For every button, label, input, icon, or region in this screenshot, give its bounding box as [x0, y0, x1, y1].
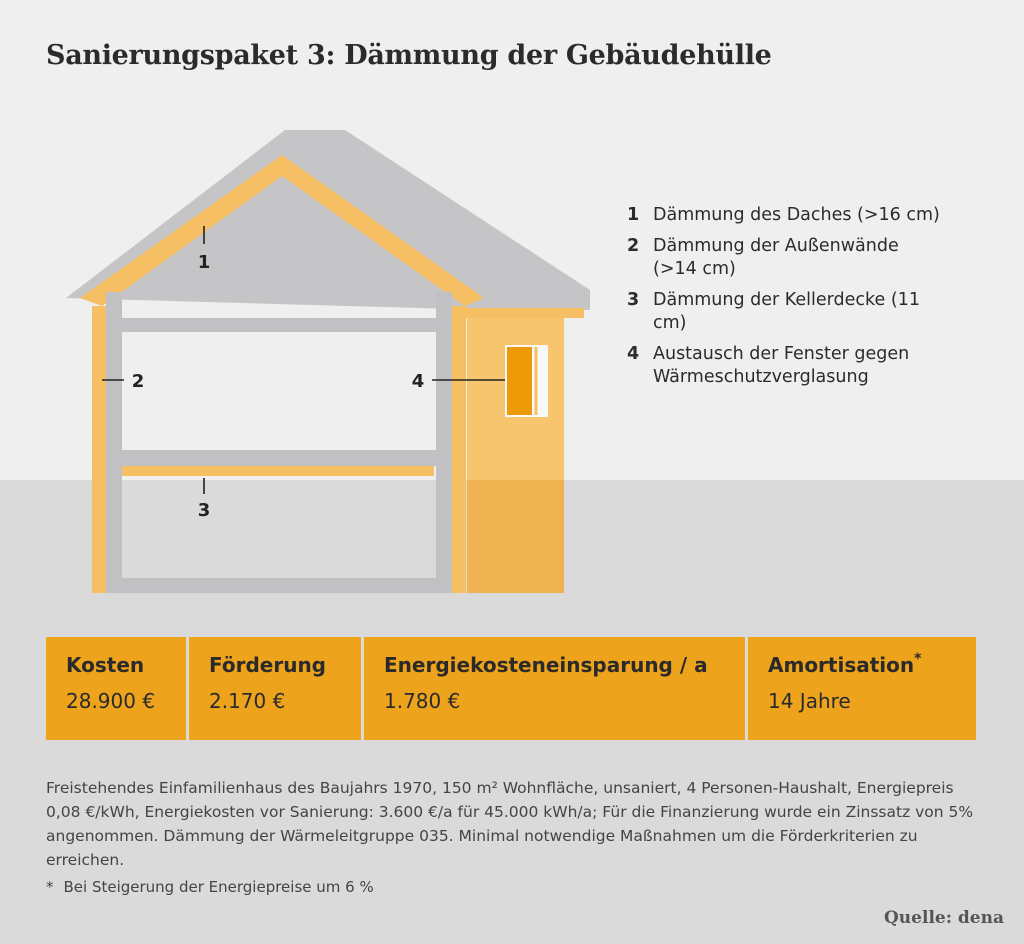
legend-text: Austausch der Fenster gegen Wärmeschutzverglasung: [653, 344, 910, 387]
legend-text: Dämmung des Daches (>16 cm): [653, 205, 940, 225]
side-extension-lower: [467, 480, 564, 593]
wall-left: [106, 292, 122, 593]
marker-2: 2: [131, 371, 145, 392]
marker-3: 3: [197, 500, 211, 521]
roof: [66, 130, 590, 310]
fact-label: Förderung: [209, 653, 326, 677]
legend-number: 3: [627, 290, 640, 310]
marker-1: 1: [197, 252, 211, 273]
extension-ledge: [466, 308, 584, 318]
legend-item: [627, 343, 1017, 389]
fact-label: Kosten: [66, 653, 145, 677]
description-note: Freistehendes Einfamilienhaus des Baujahrs 1970, 150 m² Wohnfläche, unsaniert, 4 Personen-Haushalt, Energiepreis 0,08 €/kWh, Energiekosten vor Sanierung: 3.600 €/a für 45.000 kWh/a; Für die Finanzierung wurde ein Zinssatz von 5% angenommen. Dämmung der Wärmeleitgruppe 035. Minimal notwendige Maßnahmen um die Förderkriterien zu erreichen.: [46, 779, 974, 869]
fact-savings: [364, 637, 745, 740]
source-credit: Quelle: dena: [884, 908, 1004, 928]
legend-number: 4: [627, 344, 640, 364]
fact-label-asterisk: *: [914, 651, 922, 667]
wall-insulation-left: [92, 306, 106, 593]
legend-number: 1: [627, 205, 640, 225]
floor-slab-upper: [106, 318, 452, 332]
legend-item: [627, 235, 1017, 281]
footnote-mark: *: [46, 878, 54, 896]
floor-slab-bottom: [106, 578, 452, 593]
wall-right: [436, 292, 452, 593]
fact-value: 28.900 €: [66, 689, 156, 713]
fact-label: [768, 653, 976, 677]
wall-insulation-right: [452, 306, 466, 593]
basement-ceiling-insulation: [122, 466, 434, 476]
fact-costs: [46, 637, 186, 740]
fact-label: Energiekosteneinsparung / a: [384, 653, 708, 677]
fact-amortisation: [748, 637, 976, 740]
footnote-text: Bei Steigerung der Energiepreise um 6 %: [63, 878, 374, 896]
window-pane: [507, 347, 532, 415]
floor-slab-middle: [106, 450, 452, 466]
legend: [627, 204, 1017, 397]
fact-value: 2.170 €: [209, 689, 286, 713]
page-title: Sanierungspaket 3: Dämmung der Gebäudehülle: [46, 40, 772, 71]
legend-number: 2: [627, 236, 640, 256]
legend-item: [627, 289, 1017, 335]
facts-bar: [46, 637, 976, 740]
fact-value: 14 Jahre: [768, 689, 851, 713]
marker-4: 4: [411, 371, 425, 392]
fact-value: 1.780 €: [384, 689, 461, 713]
fact-funding: [189, 637, 361, 740]
legend-item: [627, 204, 1017, 227]
legend-text: Dämmung der Kellerdecke (11 cm): [653, 290, 920, 333]
footnote: [46, 878, 374, 896]
fact-label-text: Amortisation: [768, 653, 915, 677]
legend-text: Dämmung der Außenwände (>14 cm): [653, 236, 899, 279]
